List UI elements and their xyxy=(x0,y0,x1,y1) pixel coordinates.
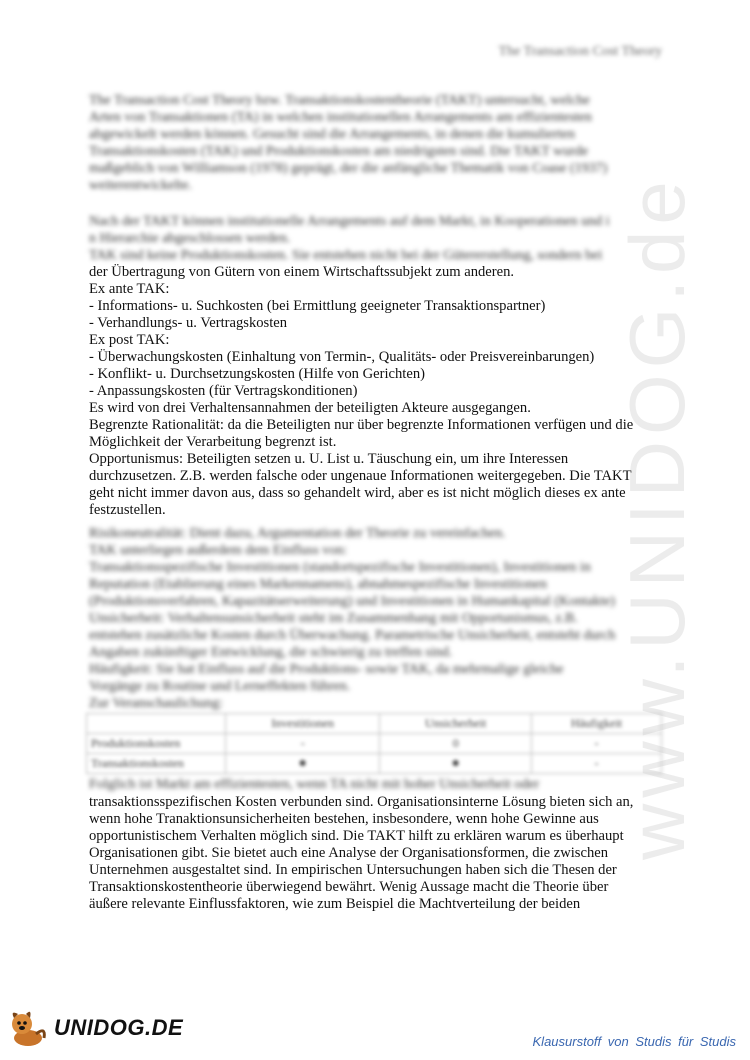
middle-paragraph xyxy=(89,525,661,712)
text-line: Möglichkeit der Verarbeitung begrenzt ist. xyxy=(89,434,337,450)
text-line: geht nicht immer davon aus, dass so gehandelt wird, aber es ist nicht möglich dieses ex ante xyxy=(89,485,626,501)
row-label: Produktionskosten xyxy=(87,734,226,754)
text-line: TAK sind keine Produktionskosten. Sie entstehen nicht bei der Gütererstellung, sondern bei xyxy=(89,248,603,263)
text-line: Arten von Transaktionen (TA) in welchen institutionellen Arrangements am effizientesten xyxy=(89,110,592,125)
row-label: Transaktionskosten xyxy=(87,754,226,774)
text-line: Opportunismus: Beteiligten setzen u. U. List u. Täuschung ein, um ihre Interessen xyxy=(89,451,569,467)
final-paragraph xyxy=(89,794,669,913)
text-line: opportunistischem Verhalten möglich sind. Die TAKT hilft zu erklären warum es überhaupt xyxy=(89,828,624,844)
text-line: weiterentwickelte. xyxy=(89,178,193,193)
text-line: Folglich ist Markt am effizientesten, wenn TA nicht mit hoher Unsicherheit oder xyxy=(89,777,540,792)
table-header-row xyxy=(87,714,662,734)
text-line: Ex post TAK: xyxy=(89,332,170,348)
text-line: The Transaction Cost Theory bzw. Transaktionskostentheorie (TAKT) untersucht, welche xyxy=(89,93,590,108)
text-line: entstehen zusätzliche Kosten durch Überwachung. Parametrische Unsicherheit, entsteht durch xyxy=(89,628,616,643)
text-line: Häufigkeit: Sie hat Einfluss auf die Produktions- sowie TAK, da mehrmalige gleiche xyxy=(89,662,564,677)
table-cell: ● xyxy=(226,754,380,774)
text-line: Vorgänge zu Routine und Lerneffekten führen. xyxy=(89,679,351,694)
text-line: Unsicherheit: Verhaltensunsicherheit steht im Zusammenhang mit Opportunismus, z.B. xyxy=(89,611,578,626)
table-cell: - xyxy=(531,734,661,754)
text-line: Begrenzte Rationalität: da die Beteiligten nur über begrenzte Informationen verfügen und die xyxy=(89,417,634,433)
logo-text: UNIDOG.DE xyxy=(54,1015,184,1040)
text-line: n Hierarchie abgeschlossen werden. xyxy=(89,231,291,246)
text-line: - Verhandlungs- u. Vertragskosten xyxy=(89,315,288,331)
text-line: Angaben zukünftiger Entwicklung, die schwierig zu treffen sind. xyxy=(89,645,453,660)
text-line: Unternehmen ausgestaltet sind. In empirischen Untersuchungen haben sich die Thesen der xyxy=(89,862,617,878)
table-header-cell xyxy=(87,714,226,734)
unidog-logo[interactable] xyxy=(6,1008,183,1048)
text-line: Organisationen gibt. Sie bietet auch eine Analyse der Organisationsformen, die zwischen xyxy=(89,845,609,861)
text-line: TAK unterliegen außerdem dem Einfluss von: xyxy=(89,543,348,558)
text-line: Es wird von drei Verhaltensannahmen der beteiligten Akteure ausgegangen. xyxy=(89,400,531,416)
text-line: (Produktionsverfahren, Kapazitätserweiterung) und Investitionen in Humankapital (Kontakte) xyxy=(89,594,616,609)
text-line: - Überwachungskosten (Einhaltung von Termin-, Qualitäts- oder Preisvereinbarungen) xyxy=(89,349,595,365)
text-line: abgewickelt werden können. Gesucht sind die Arrangements, in denen die kumulierten xyxy=(89,127,575,142)
dog-mascot-icon xyxy=(6,1008,50,1048)
text-line: Ex ante TAK: xyxy=(89,281,170,297)
after-table-line xyxy=(89,776,661,793)
footer-tagline: Klausurstoff von Studis für Studis xyxy=(532,1034,736,1049)
text-line: - Konflikt- u. Durchsetzungskosten (Hilfe von Gerichten) xyxy=(89,366,425,382)
text-line: - Anpassungskosten (für Vertragskonditionen) xyxy=(89,383,358,399)
text-line: Reputation (Etablierung eines Markennamens), abnahmespezifische Investitionen xyxy=(89,577,547,592)
visible-text-block xyxy=(89,264,669,519)
intro-paragraph xyxy=(89,92,661,194)
table-cell: 0 xyxy=(380,734,532,754)
text-line: Risikoneutralität: Dient dazu, Argumentation der Theorie zu vereinfachen. xyxy=(89,526,506,541)
comparison-table xyxy=(86,713,662,774)
table-cell: - xyxy=(226,734,380,754)
text-line: äußere relevante Einflussfaktoren, wie zum Beispiel die Machtverteilung der beiden xyxy=(89,896,581,912)
text-line: maßgeblich von Williamson (1978) geprägt, der die anfängliche Thematik von Coase (1937) xyxy=(89,161,608,176)
table-cell: ● xyxy=(380,754,532,774)
table-cell: - xyxy=(531,754,661,774)
watermark: www.UNIDOG.de xyxy=(613,175,701,860)
second-paragraph xyxy=(89,213,661,264)
table-row xyxy=(87,754,662,774)
text-line: Transaktionsspezifische Investitionen (standortspezifische Investitionen), Investitionen in xyxy=(89,560,591,575)
text-line: festzustellen. xyxy=(89,502,166,518)
table-header-cell: Häufigkeit xyxy=(531,714,661,734)
text-line: Zur Veranschaulichung: xyxy=(89,696,223,711)
text-line: Transaktionskostentheorie überwiegend bewährt. Wenig Aussage macht die Theorie über xyxy=(89,879,609,895)
text-line: der Übertragung von Gütern von einem Wirtschaftssubjekt zum anderen. xyxy=(89,264,515,280)
table-row xyxy=(87,734,662,754)
text-line: - Informations- u. Suchkosten (bei Ermittlung geeigneter Transaktionspartner) xyxy=(89,298,546,314)
text-line: Transaktionskosten (TAK) und Produktionskosten am niedrigsten sind. Die TAKT wurde xyxy=(89,144,589,159)
table-header-cell: Unsicherheit xyxy=(380,714,532,734)
text-line: wenn hohe Tranaktionsunsicherheiten bestehen, insbesondere, wenn hohe Gewinne aus xyxy=(89,811,599,827)
text-line: transaktionsspezifischen Kosten verbunden sind. Organisationsinterne Lösung bieten sich an, xyxy=(89,794,634,810)
table-header-cell: Investitionen xyxy=(226,714,380,734)
text-line: durchzusetzen. Z.B. werden falsche oder ungenaue Informationen weitergegeben. Die TAKT xyxy=(89,468,632,484)
running-header: The Transaction Cost Theory xyxy=(498,44,662,59)
text-line: Nach der TAKT können institutionelle Arrangements auf dem Markt, in Kooperationen und i xyxy=(89,214,610,229)
